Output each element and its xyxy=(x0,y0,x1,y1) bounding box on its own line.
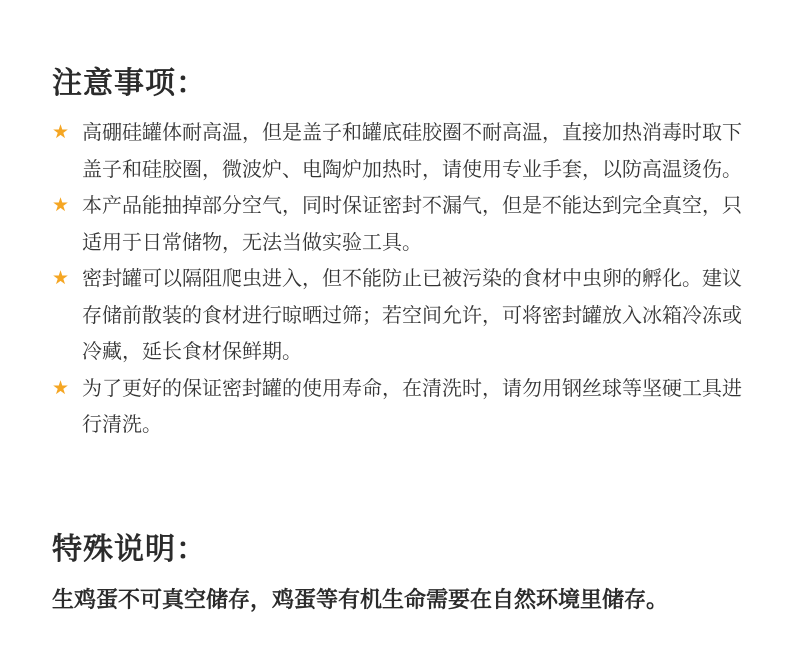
note-text: 为了更好的保证密封罐的使用寿命，在清洗时，请勿用钢丝球等坚硬工具进行清洗。 xyxy=(82,375,742,436)
star-icon: ★ xyxy=(52,121,70,143)
note-text: 密封罐可以隔阻爬虫进入，但不能防止已被污染的食材中虫卵的孵化。建议存储前散装的食材进行晾晒过筛；若空间允许，可将密封罐放入冰箱冷冻或冷藏，延长食材保鲜期。 xyxy=(82,266,742,363)
notes-list xyxy=(52,114,752,443)
note-text: 高硼硅罐体耐高温，但是盖子和罐底硅胶圈不耐高温，直接加热消毒时取下盖子和硅胶圈，微波炉、电陶炉加热时，请使用专业手套，以防高温烫伤。 xyxy=(82,120,742,181)
star-icon: ★ xyxy=(52,267,70,289)
notes-heading: 注意事项： xyxy=(52,66,207,101)
note-item-heat xyxy=(52,114,752,187)
note-item-vacuum xyxy=(52,187,752,260)
star-icon: ★ xyxy=(52,376,70,399)
star-icon: ★ xyxy=(52,194,70,216)
note-item-insects xyxy=(52,260,752,370)
note-item-cleaning xyxy=(52,370,752,443)
special-note-text: 生鸡蛋不可真空储存，鸡蛋等有机生命需要在自然环境里储存。 xyxy=(52,588,669,613)
note-text: 本产品能抽掉部分空气，同时保证密封不漏气，但是不能达到完全真空，只适用于日常储物，无法当做实验工具。 xyxy=(82,193,742,254)
special-heading: 特殊说明： xyxy=(52,532,207,567)
